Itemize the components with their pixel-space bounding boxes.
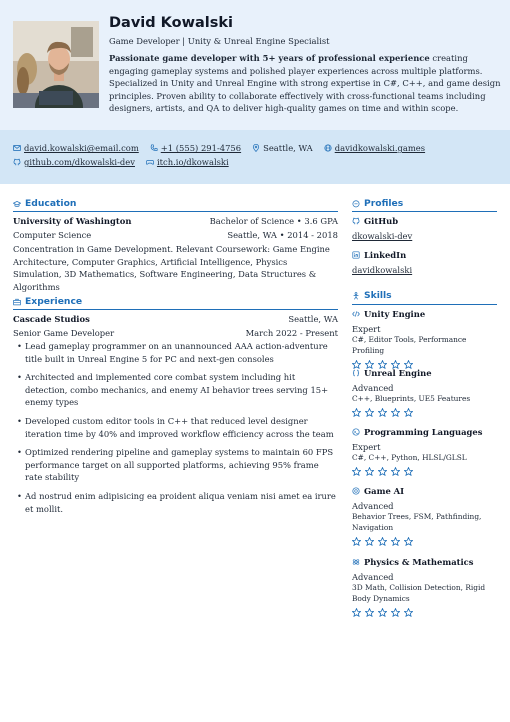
- star-icon: [378, 408, 387, 417]
- header-section: [0, 0, 510, 130]
- profile-username-link[interactable]: dkowalski-dev: [352, 231, 413, 242]
- chat-bubble-icon: [352, 200, 360, 208]
- skill-item: [352, 485, 497, 546]
- profiles-divider: [352, 211, 497, 212]
- list-item: • Lead gameplay programmer on an unannounced AAA action-adventure title built in Unreal Engine 5 for PC and next-gen consoles: [13, 340, 338, 365]
- skill-item: [352, 367, 497, 417]
- job-role: Senior Game Developer: [13, 328, 115, 338]
- star-icon: [404, 408, 413, 417]
- skill-item: [352, 308, 497, 369]
- profile-linkedin: [352, 249, 497, 276]
- list-item: • Ad nostrud enim adipisicing ea proident aliqua veniam nisi amet ea irure et mollit.: [13, 490, 338, 515]
- person-icon: [352, 292, 360, 300]
- star-icon: [404, 537, 413, 546]
- linkedin-icon: [352, 251, 360, 259]
- skills-title: Skills: [364, 290, 392, 301]
- star-icon: [391, 608, 400, 617]
- location-text: Seattle, WA: [263, 143, 313, 153]
- email-link[interactable]: david.kowalski@email.com: [24, 143, 139, 153]
- profile-network: LinkedIn: [364, 250, 407, 260]
- phone-icon: [150, 144, 158, 152]
- skill-name: Unity Engine: [364, 309, 426, 319]
- job-dates: March 2022 - Present: [245, 328, 338, 338]
- star-icon: [378, 537, 387, 546]
- skill-keywords: C#, Editor Tools, Performance Profiling: [352, 335, 467, 356]
- briefcase-icon: [13, 298, 21, 306]
- skill-level: Advanced: [352, 501, 394, 512]
- star-icon: [404, 467, 413, 476]
- field-of-study: Computer Science: [13, 230, 92, 240]
- education-location-dates: Seattle, WA • 2014 - 2018: [227, 230, 338, 240]
- skill-keywords: Behavior Trees, FSM, Pathfinding, Navigation: [352, 512, 482, 533]
- skill-name: Game AI: [364, 486, 405, 496]
- github-icon: [13, 158, 21, 166]
- company-location: Seattle, WA: [288, 314, 338, 324]
- education-heading: [13, 197, 76, 210]
- profiles-heading: [352, 197, 403, 210]
- education-title: Education: [25, 198, 77, 209]
- itch-link[interactable]: itch.io/dkowalski: [156, 157, 229, 167]
- star-icon: [352, 608, 361, 617]
- skill-level: Expert: [352, 442, 381, 453]
- star-icon: [404, 608, 413, 617]
- skill-name: Physics & Mathematics: [364, 557, 474, 567]
- skill-name: Unreal Engine: [364, 368, 432, 378]
- skill-item: [352, 556, 497, 617]
- atom-icon: [352, 558, 360, 566]
- degree: Bachelor of Science • 3.6 GPA: [209, 216, 338, 226]
- skill-rating: [352, 608, 497, 617]
- code-icon: [352, 310, 360, 318]
- skill-level: Advanced: [352, 572, 394, 583]
- star-icon: [365, 537, 374, 546]
- star-icon: [391, 408, 400, 417]
- skills-heading: [352, 289, 392, 302]
- phone-link[interactable]: +1 (555) 291-4756: [160, 143, 242, 153]
- star-icon: [378, 608, 387, 617]
- profiles-title: Profiles: [364, 198, 404, 209]
- experience-bullets: [13, 340, 338, 521]
- email-icon: [13, 144, 21, 152]
- school-name: University of Washington: [13, 216, 132, 226]
- star-icon: [352, 537, 361, 546]
- skill-rating: [352, 537, 497, 546]
- education-details: Concentration in Game Development. Relevant Coursework: Game Engine Architecture, Computer Graphics, Artificial Intelligence, Physics Simulation, 3D Mathematics, Software Engineering, Data Structures & Algorithms: [13, 244, 330, 292]
- location-pin-icon: [252, 144, 260, 152]
- braces-icon: [352, 369, 360, 377]
- experience-heading: [13, 295, 82, 308]
- skill-keywords: C++, Blueprints, UE5 Features: [352, 394, 471, 404]
- terminal-icon: [352, 428, 360, 436]
- profile-github: [352, 215, 497, 242]
- skill-rating: [352, 408, 497, 417]
- company-name: Cascade Studios: [13, 314, 90, 324]
- skill-keywords: 3D Math, Collision Detection, Rigid Body Dynamics: [352, 583, 486, 604]
- star-icon: [365, 408, 374, 417]
- star-icon: [365, 467, 374, 476]
- summary-highlight: Passionate game developer with 5+ years of professional experience: [109, 53, 430, 63]
- list-item: • Architected and implemented core combat system including hit detection, combo mechanics, and enemy AI behavior trees serving 15+ enemy types: [13, 371, 338, 409]
- github-icon: [352, 217, 360, 225]
- star-icon: [391, 467, 400, 476]
- list-item: • Optimized rendering pipeline and gameplay systems to maintain 60 FPS performance target on all supported platforms, achieving 95% frame rate stability: [13, 446, 338, 484]
- skill-level: Expert: [352, 324, 381, 335]
- contact-bar: [0, 130, 510, 184]
- profile-username-link[interactable]: davidkowalski: [352, 265, 413, 276]
- profile-photo: [13, 21, 99, 108]
- skill-name: Programming Languages: [364, 427, 483, 437]
- globe-icon: [324, 144, 332, 152]
- skill-keywords: C#, C++, Python, HLSL/GLSL: [352, 453, 467, 463]
- summary: [109, 52, 501, 115]
- graduation-cap-icon: [13, 200, 21, 208]
- summary-text: creating engaging gameplay systems and polished player experiences across multiple platforms. Specialized in Unity and Unreal Engine with strong expertise in C#, C++, and game design principles. Proven ability to collaborate effectively with cross-functional teams including designers, artists, and QA to deliver high-quality games on time and within scope.: [109, 53, 501, 114]
- candidate-name: David Kowalski: [109, 15, 234, 31]
- gamepad-icon: [146, 158, 154, 166]
- website-link[interactable]: davidkowalski.games: [334, 143, 426, 153]
- star-icon: [378, 467, 387, 476]
- experience-divider: [13, 309, 338, 310]
- skills-divider: [352, 304, 497, 305]
- headline: Game Developer | Unity & Unreal Engine Specialist: [109, 36, 330, 46]
- experience-title: Experience: [25, 296, 83, 307]
- list-item: • Developed custom editor tools in C++ that reduced level designer iteration time by 40% and improved workflow efficiency across the team: [13, 415, 338, 440]
- star-icon: [352, 408, 361, 417]
- brain-icon: [352, 487, 360, 495]
- profile-network: GitHub: [364, 216, 399, 226]
- skill-level: Advanced: [352, 383, 394, 394]
- education-divider: [13, 211, 338, 212]
- star-icon: [365, 608, 374, 617]
- star-icon: [352, 467, 361, 476]
- skill-item: [352, 426, 497, 476]
- skill-rating: [352, 467, 497, 476]
- star-icon: [391, 537, 400, 546]
- github-link[interactable]: github.com/dkowalski-dev: [24, 157, 135, 167]
